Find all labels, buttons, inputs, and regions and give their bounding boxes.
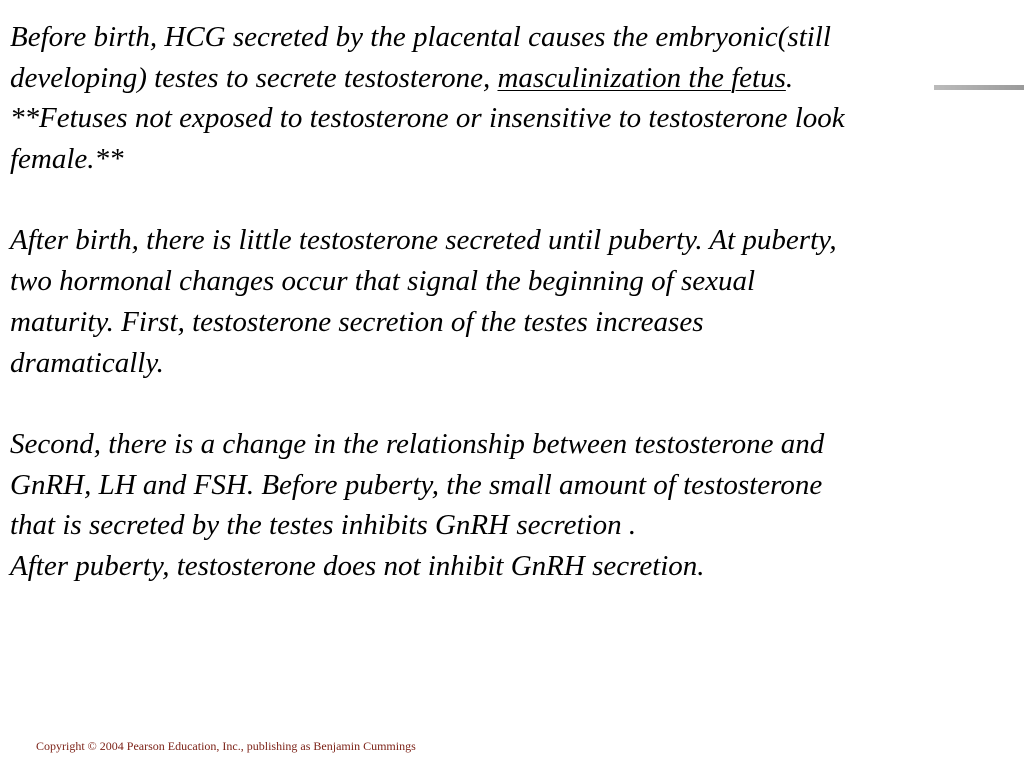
text-segment: . [785,61,794,94]
text-line: Second, there is a change in the relationship between testosterone and [10,427,825,460]
paragraph-after-birth [10,220,1010,383]
text-line [10,58,1010,99]
text-line: After birth, there is little testosterone secreted until puberty. At puberty, [10,224,837,257]
paragraph-before-birth [10,17,1010,180]
text-line: maturity. First, testosterone secretion of the testes increases [10,305,704,338]
copyright-notice: Copyright © 2004 Pearson Education, Inc., publishing as Benjamin Cummings [36,739,416,753]
text-line: female.** [10,143,124,176]
paragraph-spacer [10,180,1010,221]
text-line: dramatically. [10,346,164,379]
underlined-term: masculinization the fetus [497,61,786,94]
slide-body [10,17,1010,587]
text-segment: developing) testes to secrete testosterone, [10,61,498,94]
text-line: Before birth, HCG secreted by the placental causes the embryonic(still [10,21,831,53]
text-line: After puberty, testosterone does not inhibit GnRH secretion. [10,549,705,582]
text-line: GnRH, LH and FSH. Before puberty, the small amount of testosterone [10,468,823,501]
paragraph-gnrh-relationship [10,424,1010,587]
text-line: that is secreted by the testes inhibits GnRH secretion . [10,509,637,542]
text-line: two hormonal changes occur that signal the beginning of sexual [10,265,756,298]
text-line: **Fetuses not exposed to testosterone or insensitive to testosterone look [10,102,845,135]
paragraph-spacer [10,383,1010,424]
